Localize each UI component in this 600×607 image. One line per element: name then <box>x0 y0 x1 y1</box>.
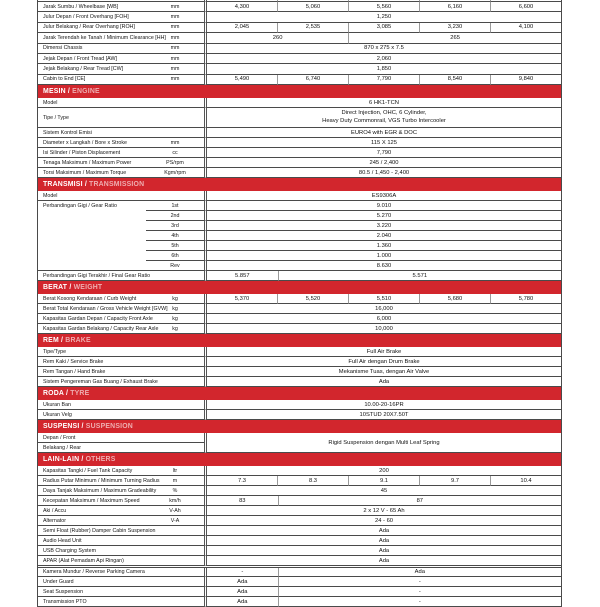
row-unit: mm <box>146 44 204 54</box>
spec-value: - <box>278 597 561 607</box>
spec-row <box>38 466 561 476</box>
spec-row <box>38 294 561 304</box>
row-unit: kg <box>146 304 204 314</box>
row-label: Perbandingan Gigi / Gear Ratio <box>43 203 117 210</box>
spec-row <box>38 536 561 546</box>
row-label <box>38 211 146 221</box>
row-values <box>204 347 561 357</box>
row-unit <box>146 577 204 587</box>
row-label <box>38 231 146 241</box>
row-values <box>204 2 561 12</box>
spec-value: 3,230 <box>419 23 490 33</box>
spec-value: 2,060 <box>204 54 561 64</box>
row-label: Model <box>38 191 146 201</box>
spec-value: 1.360 <box>204 241 561 251</box>
row-label: APAR (Alat Pemadam Api Ringan) <box>38 556 146 566</box>
spec-value: 9.7 <box>419 476 490 486</box>
spec-row <box>38 433 561 453</box>
row-label: Rem Kaki / Service Brake <box>38 357 146 367</box>
row-label: Rem Tangan / Hand Brake <box>38 367 146 377</box>
row-unit <box>146 377 204 387</box>
spec-row <box>38 526 561 536</box>
row-label: Sistem Pengereman Gas Buang / Exhaust Brake <box>38 377 146 387</box>
row-label: Isi Silinder / Piston Displacement <box>38 148 146 158</box>
spec-value: 1,250 <box>204 12 561 22</box>
spec-value: 5,520 <box>277 294 348 304</box>
row-unit: V-A <box>146 516 204 526</box>
section-title-id: SUSPENSI / <box>43 423 86 431</box>
spec-row <box>38 98 561 108</box>
spec-value: Ada <box>204 577 278 587</box>
row-values <box>204 357 561 367</box>
row-values <box>204 597 561 607</box>
spec-value: Ada <box>204 536 561 546</box>
spec-value: 6,000 <box>204 314 561 324</box>
spec-value: Ada <box>204 587 278 597</box>
spec-value: 6 HK1-TCN <box>204 98 561 108</box>
spec-value: 9.1 <box>348 476 419 486</box>
row-values <box>204 158 561 168</box>
spec-row <box>38 251 561 261</box>
spec-value: - <box>278 587 561 597</box>
section-title-en: SUSPENSION <box>85 423 133 431</box>
row-label: Cabin to End [CE] <box>38 75 146 85</box>
row-label: Jejak Belakang / Rear Tread [CW] <box>38 64 146 74</box>
spec-row <box>38 271 561 281</box>
row-values <box>204 261 561 271</box>
spec-row <box>38 357 561 367</box>
row-unit: cc <box>146 148 204 158</box>
spec-value: 115 X 125 <box>204 138 561 148</box>
spec-value: 260 <box>204 33 348 43</box>
row-values <box>204 466 561 476</box>
row-unit <box>146 568 204 577</box>
spec-row <box>38 108 561 128</box>
spec-value: - <box>204 568 278 577</box>
row-unit: Kgm/rpm <box>146 168 204 178</box>
spec-row <box>38 506 561 516</box>
spec-value: 2,535 <box>277 23 348 33</box>
row-unit: mm <box>146 12 204 22</box>
spec-row <box>38 12 561 22</box>
row-values <box>204 191 561 201</box>
spec-value: 7.3 <box>204 476 277 486</box>
row-values <box>204 526 561 536</box>
row-unit: m <box>146 476 204 486</box>
spec-value: Ada <box>278 568 561 577</box>
row-values <box>204 577 561 587</box>
row-label: Perbandingan Gigi Terakhir / Final Gear Ratio <box>38 271 146 281</box>
row-values <box>204 108 561 128</box>
spec-row <box>38 377 561 387</box>
spec-value: 16,000 <box>204 304 561 314</box>
row-unit <box>146 410 204 420</box>
spec-value: ES9306A <box>204 191 561 201</box>
spec-value: 5,490 <box>204 75 277 85</box>
row-label: Jejak Depan / Front Tread [AW] <box>38 54 146 64</box>
row-unit: 5th <box>146 241 204 251</box>
row-label: Radius Putar Minimum / Minimum Turning Radius <box>38 476 146 486</box>
section-title-id: MESIN / <box>43 88 73 96</box>
spec-value: 200 <box>204 466 561 476</box>
spec-row <box>38 324 561 334</box>
row-unit: kg <box>146 314 204 324</box>
spec-value: 5,560 <box>348 2 419 12</box>
row-values <box>204 138 561 148</box>
row-label: Kamera Mundur / Reverse Parking Camera <box>38 568 146 577</box>
spec-row <box>38 597 561 607</box>
row-label: Julur Depan / Front Overhang [FOH] <box>38 12 146 22</box>
spec-row <box>38 23 561 33</box>
row-label: Torsi Maksimum / Maximum Torque <box>38 168 146 178</box>
row-unit: 4th <box>146 231 204 241</box>
row-unit <box>146 191 204 201</box>
row-values <box>204 64 561 74</box>
row-values <box>204 377 561 387</box>
section-header <box>38 334 561 347</box>
row-label: Berat Kosong Kendaraan / Curb Weight <box>38 294 146 304</box>
spec-value: 265 <box>348 33 561 43</box>
spec-row <box>38 33 561 43</box>
spec-value: 24 - 60 <box>204 516 561 526</box>
row-label: Ukuran Ban <box>38 400 146 410</box>
spec-row <box>38 75 561 85</box>
row-label: Kecepatan Maksimum / Maximum Speed <box>38 496 146 506</box>
row-values <box>204 433 561 453</box>
row-values <box>204 400 561 410</box>
spec-value: 5,780 <box>490 294 561 304</box>
row-unit: mm <box>146 75 204 85</box>
row-unit: % <box>146 486 204 496</box>
spec-sheet <box>37 0 562 607</box>
row-values <box>204 231 561 241</box>
section-title-en: WEIGHT <box>73 284 103 292</box>
spec-row <box>38 221 561 231</box>
spec-row <box>38 486 561 496</box>
row-values <box>204 536 561 546</box>
row-unit <box>146 546 204 556</box>
row-values <box>204 367 561 377</box>
row-unit: km/h <box>146 496 204 506</box>
spec-value: Ada <box>204 556 561 566</box>
row-label: Audio Head Unit <box>38 536 146 546</box>
row-label <box>38 251 146 261</box>
spec-value: 2,045 <box>204 23 277 33</box>
row-values <box>204 221 561 231</box>
row-unit: mm <box>146 64 204 74</box>
row-label <box>38 221 146 231</box>
row-label: Jarak Sumbu / Wheelbase [WB] <box>38 2 146 12</box>
spec-row <box>38 64 561 74</box>
spec-value: 4,100 <box>490 23 561 33</box>
spec-value: 8.630 <box>204 261 561 271</box>
row-unit <box>146 271 204 281</box>
row-label: Ukuran Velg <box>38 410 146 420</box>
spec-row <box>38 54 561 64</box>
spec-value: 5.270 <box>204 211 561 221</box>
row-unit: kg <box>146 324 204 334</box>
row-values <box>204 251 561 261</box>
section-title-en: TRANSMISSION <box>89 181 145 189</box>
spec-value: 5,680 <box>419 294 490 304</box>
row-values <box>204 294 561 304</box>
spec-row <box>38 367 561 377</box>
row-label: USB Charging System <box>38 546 146 556</box>
spec-value: Full Air Brake <box>204 347 561 357</box>
row-label: Alternator <box>38 516 146 526</box>
row-values <box>204 23 561 33</box>
row-label: Under Guard <box>38 577 146 587</box>
row-values <box>204 324 561 334</box>
row-unit: kg <box>146 294 204 304</box>
row-unit: ltr <box>146 466 204 476</box>
row-unit: PS/rpm <box>146 158 204 168</box>
spec-value: Full Air dengan Drum Brake <box>204 357 561 367</box>
spec-row <box>38 476 561 486</box>
spec-row <box>38 44 561 54</box>
row-unit: mm <box>146 33 204 43</box>
row-label: Diameter x Langkah / Bore x Stroke <box>38 138 146 148</box>
spec-value: Ada <box>204 546 561 556</box>
spec-value: Ada <box>204 597 278 607</box>
section-title-id: TRANSMISI / <box>43 181 90 189</box>
row-unit: mm <box>146 23 204 33</box>
spec-row <box>38 410 561 420</box>
row-label: Kapasitas Gardan Belakang / Capacity Rear Axle <box>38 324 146 334</box>
row-values <box>204 568 561 577</box>
spec-value: 5.857 <box>204 271 278 281</box>
spec-value: 10,000 <box>204 324 561 334</box>
spec-value: 9.010 <box>204 201 561 211</box>
row-values <box>204 304 561 314</box>
row-unit <box>146 526 204 536</box>
section-title-id: RODA / <box>43 390 71 398</box>
section-title-id: LAIN-LAIN / <box>43 456 86 464</box>
spec-row <box>38 400 561 410</box>
spec-value: 10.00-20-16PR <box>204 400 561 410</box>
spec-row <box>38 496 561 506</box>
section-title-en: ENGINE <box>72 88 100 96</box>
row-values <box>204 54 561 64</box>
row-label <box>38 241 146 251</box>
row-label: Tipe/Type <box>38 347 146 357</box>
row-values <box>204 75 561 85</box>
row-values <box>204 12 561 22</box>
spec-row <box>38 2 561 12</box>
row-label: Jarak Terendah ke Tanah / Minimum Clearance [HH] <box>38 33 146 43</box>
row-values <box>204 476 561 486</box>
row-label: Berat Total Kendaraan / Gross Vehicle Weight [GVW] <box>38 304 146 314</box>
spec-value: 6,600 <box>490 2 561 12</box>
row-values <box>204 211 561 221</box>
spec-row <box>38 587 561 597</box>
spec-value: 2.040 <box>204 231 561 241</box>
spec-value: 4,300 <box>204 2 277 12</box>
spec-value: 45 <box>204 486 561 496</box>
row-label: Julur Belakang / Rear Overhang [ROH] <box>38 23 146 33</box>
spec-value: 7,790 <box>204 148 561 158</box>
row-label-group <box>38 433 204 453</box>
row-label: Tipe / Type <box>38 108 146 128</box>
spec-value: EURO4 with EGR & DOC <box>204 128 561 138</box>
row-values <box>204 496 561 506</box>
section-title-en: TYRE <box>70 390 90 398</box>
row-label: Belakang / Rear <box>38 443 204 453</box>
row-unit <box>146 98 204 108</box>
spec-row <box>38 201 561 211</box>
section-header <box>38 178 561 191</box>
section-header <box>38 420 561 433</box>
row-unit: 3rd <box>146 221 204 231</box>
spec-row <box>38 304 561 314</box>
spec-value: - <box>278 577 561 587</box>
row-label: Semi Float (Rubber) Damper Cabin Suspension <box>38 526 146 536</box>
row-unit: 6th <box>146 251 204 261</box>
row-label: Sistem Kontrol Emisi <box>38 128 146 138</box>
row-values <box>204 486 561 496</box>
spec-value: 3,085 <box>348 23 419 33</box>
spec-value: 6,740 <box>277 75 348 85</box>
row-unit <box>146 357 204 367</box>
spec-row <box>38 577 561 587</box>
spec-value: 5,370 <box>204 294 277 304</box>
row-values <box>204 516 561 526</box>
section-header <box>38 281 561 294</box>
spec-row <box>38 148 561 158</box>
row-unit <box>146 587 204 597</box>
spec-row <box>38 211 561 221</box>
row-unit <box>146 556 204 566</box>
spec-value: 8.3 <box>277 476 348 486</box>
spec-value: Ada <box>204 377 561 387</box>
row-label: Tenaga Maksimum / Maximum Power <box>38 158 146 168</box>
row-unit <box>146 367 204 377</box>
spec-value: Ada <box>204 526 561 536</box>
row-values <box>204 587 561 597</box>
row-label <box>38 261 146 271</box>
spec-value: Mekanisme Tuas, dengan Air Valve <box>204 367 561 377</box>
spec-row <box>38 168 561 178</box>
spec-row <box>38 138 561 148</box>
row-unit <box>146 536 204 546</box>
row-values <box>204 556 561 566</box>
row-values <box>204 168 561 178</box>
section-header <box>38 387 561 400</box>
row-values <box>204 410 561 420</box>
row-unit: 1st <box>146 201 204 211</box>
spec-value: Direct Injection, OHC, 6 Cylinder, Heavy Duty Commonrail, VGS Turbo Intercooler <box>204 108 561 128</box>
row-unit: 2nd <box>146 211 204 221</box>
row-unit: mm <box>146 2 204 12</box>
spec-row <box>38 231 561 241</box>
row-values <box>204 241 561 251</box>
spec-row <box>38 516 561 526</box>
spec-value: 6,160 <box>419 2 490 12</box>
row-values <box>204 148 561 158</box>
row-values <box>204 33 561 43</box>
row-values <box>204 546 561 556</box>
spec-value: 9,840 <box>490 75 561 85</box>
row-unit <box>146 108 204 128</box>
row-values <box>204 44 561 54</box>
spec-value: 1.000 <box>204 251 561 261</box>
spec-value: 80.5 / 1,450 - 2,400 <box>204 168 561 178</box>
row-values <box>204 506 561 516</box>
spec-value: 2 x 12 V - 65 Ah <box>204 506 561 516</box>
spec-row <box>38 347 561 357</box>
spec-value: 8,540 <box>419 75 490 85</box>
row-unit <box>146 400 204 410</box>
spec-value: 10.4 <box>490 476 561 486</box>
spec-row <box>38 261 561 271</box>
row-label: Dimensi Chassis <box>38 44 146 54</box>
spec-row <box>38 128 561 138</box>
row-label: Kapasitas Gardan Depan / Capacity Front Axle <box>38 314 146 324</box>
spec-value: 5.571 <box>278 271 561 281</box>
row-label: Depan / Front <box>38 433 204 443</box>
spec-row <box>38 546 561 556</box>
spec-row <box>38 567 561 577</box>
row-unit <box>146 347 204 357</box>
row-label: Aki / Accu <box>38 506 146 516</box>
spec-value: 3.220 <box>204 221 561 231</box>
row-label: Kapasitas Tangki / Fuel Tank Capacity <box>38 466 146 476</box>
section-header <box>38 85 561 98</box>
row-values <box>204 98 561 108</box>
row-unit: mm <box>146 54 204 64</box>
row-label: Daya Tanjak Maksimum / Maximum Gradeability <box>38 486 146 496</box>
spec-value: 5,510 <box>348 294 419 304</box>
spec-row <box>38 314 561 324</box>
spec-value: 7,790 <box>348 75 419 85</box>
spec-value: 10STUD 20X7.50T <box>204 410 561 420</box>
row-unit: mm <box>146 138 204 148</box>
row-label: Model <box>38 98 146 108</box>
section-header <box>38 453 561 466</box>
row-unit: Rev <box>146 261 204 271</box>
row-values <box>204 128 561 138</box>
section-title-en: BRAKE <box>65 337 91 345</box>
row-label: Transmission PTO <box>38 597 146 607</box>
spec-value: 5,060 <box>277 2 348 12</box>
spec-value: 83 <box>204 496 278 506</box>
spec-row <box>38 556 561 566</box>
spec-row <box>38 158 561 168</box>
spec-value: 245 / 2,400 <box>204 158 561 168</box>
spec-value: 1,850 <box>204 64 561 74</box>
spec-row <box>38 191 561 201</box>
row-unit: V-Ah <box>146 506 204 516</box>
row-unit <box>146 597 204 607</box>
spec-row <box>38 241 561 251</box>
row-values <box>204 314 561 324</box>
row-unit <box>146 128 204 138</box>
section-title-id: BERAT / <box>43 284 74 292</box>
spec-value: 87 <box>278 496 561 506</box>
row-values <box>204 271 561 281</box>
row-label: Seat Suspension <box>38 587 146 597</box>
section-title-id: REM / <box>43 337 66 345</box>
spec-value: Rigid Suspension dengan Multi Leaf Spring <box>204 433 561 453</box>
section-title-en: OTHERS <box>85 456 116 464</box>
spec-value: 870 x 275 x 7.5 <box>204 44 561 54</box>
row-values <box>204 201 561 211</box>
